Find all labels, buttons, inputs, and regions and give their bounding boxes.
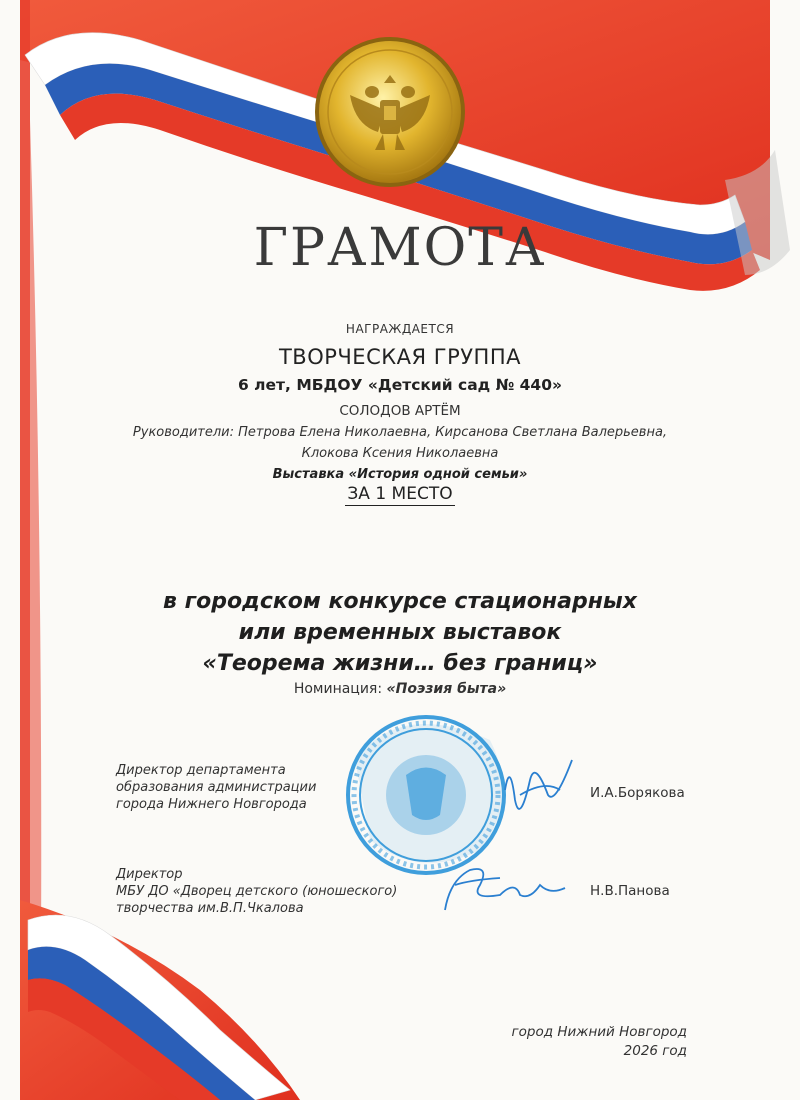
russian-coat-of-arms-seal-icon <box>315 37 465 187</box>
place-and-year <box>512 1023 687 1061</box>
contest-line-3: «Теорема жизни… без границ» <box>202 651 598 676</box>
contest-line-2: или временных выставок <box>238 620 562 645</box>
leaders-line-1: Руководители: Петрова Елена Николаевна, Кирсанова Светлана Валерьевна, <box>132 425 668 440</box>
nomination-label: Номинация: <box>293 681 383 697</box>
exhibit-title: Выставка «История одной семьи» <box>272 467 528 482</box>
recipient-age-org: 6 лет, МБДОУ «Детский сад № 440» <box>238 376 562 394</box>
signature-1-icon <box>505 760 572 809</box>
signatory-1-line: города Нижнего Новгорода <box>116 797 307 812</box>
recipient-group: ТВОРЧЕСКАЯ ГРУППА <box>278 345 521 369</box>
official-stamp-icon <box>348 717 504 873</box>
signatory-2-title <box>116 866 397 917</box>
awarded-label: НАГРАЖДАЕТСЯ <box>345 322 455 336</box>
certificate-title: ГРАМОТА <box>253 218 547 278</box>
contest-line-1: в городском конкурсе стационарных <box>163 589 637 614</box>
signatory-1-title <box>116 762 316 813</box>
signatory-1-name: И.А.Борякова <box>590 785 685 801</box>
recipient-name: СОЛОДОВ АРТЁМ <box>339 403 461 419</box>
signatory-2-line: творчества им.В.П.Чкалова <box>116 901 304 916</box>
nomination-value: «Поэзия быта» <box>386 681 507 697</box>
place-award <box>0 484 800 504</box>
leaders-line-2: Клокова Ксения Николаевна <box>301 446 499 461</box>
year: 2026 год <box>623 1043 687 1059</box>
signatory-2-line: Директор <box>116 867 183 882</box>
signature-2-icon <box>445 869 565 910</box>
signatory-2-name: Н.В.Панова <box>590 883 670 899</box>
signatory-1-line: образования администрации <box>116 780 317 795</box>
city: город Нижний Новгород <box>511 1024 687 1040</box>
signatory-2-line: МБУ ДО «Дворец детского (юношеского) <box>116 884 398 899</box>
nomination <box>0 681 800 697</box>
place-award-text: ЗА 1 МЕСТО <box>347 484 453 504</box>
signatory-1-line: Директор департамента <box>116 763 286 778</box>
